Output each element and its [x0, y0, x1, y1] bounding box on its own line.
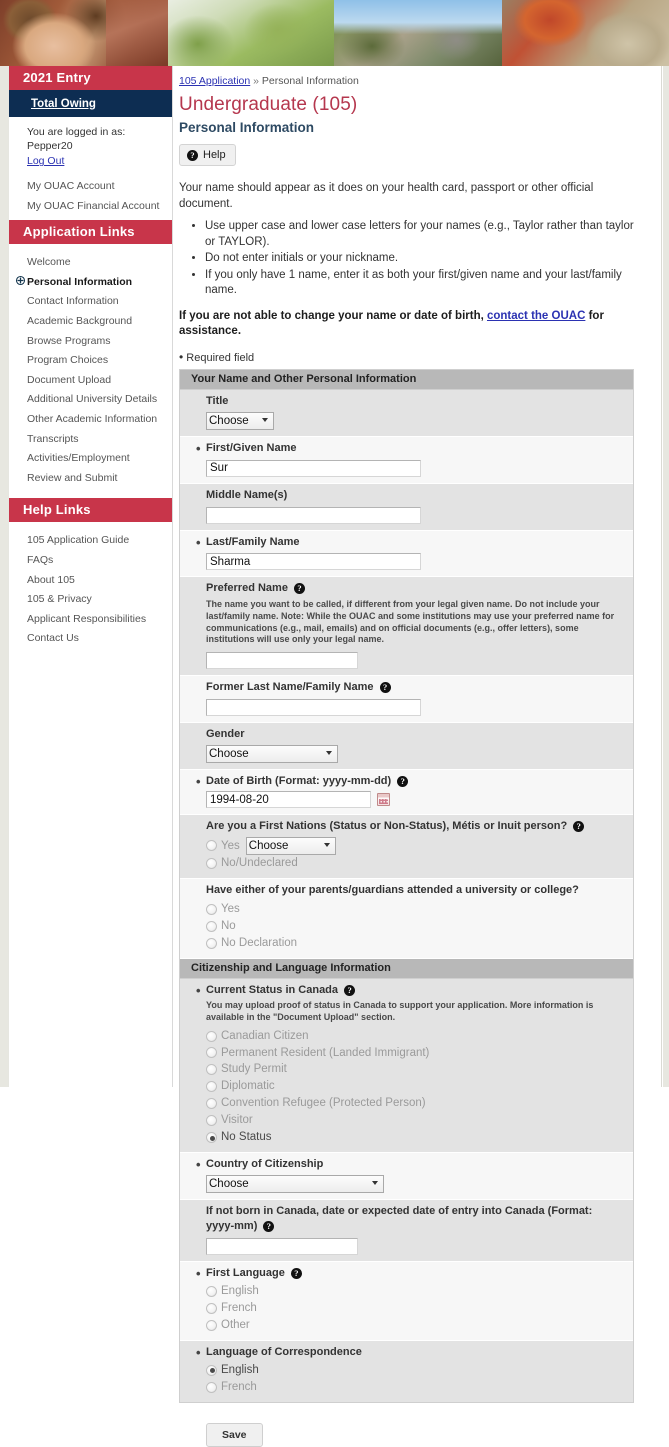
login-status-block [9, 117, 172, 171]
list-item: • Use upper case and lower case letters for your names (e.g., Taylor rather than taylor or TAYLOR). [205, 219, 639, 250]
field-row-first-language [180, 1262, 633, 1341]
dob-input-group [206, 791, 623, 808]
country-label-text: Country of Citizenship [206, 1158, 324, 1171]
status-option-label: Permanent Resident (Landed Immigrant) [221, 1046, 430, 1059]
preferred-name-input[interactable] [206, 652, 358, 669]
parents-option-no-declaration[interactable] [206, 935, 623, 952]
entry-date-label [206, 1204, 623, 1233]
entry-date-label-text: If not born in Canada, date or expected date of entry into Canada (Format: yyyy-mm) [206, 1205, 593, 1232]
status-option-canadian-citizen[interactable] [206, 1028, 623, 1045]
radio-icon[interactable] [206, 1098, 217, 1109]
required-asterisk-icon: • [196, 1344, 201, 1360]
status-option-study-permit[interactable] [206, 1061, 623, 1078]
indigenous-yes-option[interactable] [206, 838, 240, 855]
radio-icon[interactable] [206, 1320, 217, 1331]
indigenous-group-select[interactable] [246, 837, 336, 855]
banner-photo-campus-building [334, 0, 502, 66]
country-of-citizenship-select[interactable] [206, 1175, 384, 1193]
field-row-current-status [180, 979, 633, 1154]
breadcrumb-root-link[interactable]: 105 Application [179, 75, 251, 87]
gender-select[interactable] [206, 745, 338, 763]
field-row-middle-name [180, 484, 633, 531]
radio-icon[interactable] [206, 904, 217, 915]
dob-label-text: Date of Birth (Format: yyyy-mm-dd) [206, 774, 392, 787]
sidebar-item-contact-us[interactable]: Contact Us [27, 632, 79, 645]
radio-icon[interactable] [206, 1286, 217, 1297]
indigenous-yes-label: Yes [221, 839, 240, 852]
status-option-permanent-resident[interactable] [206, 1045, 623, 1062]
title-label: Title [206, 394, 229, 407]
radio-icon[interactable] [206, 938, 217, 949]
radio-icon[interactable] [206, 840, 217, 851]
first-name-label-text: First/Given Name [206, 442, 297, 455]
first-language-option-label: Other [221, 1318, 250, 1331]
question-mark-icon[interactable]: ? [380, 682, 391, 693]
radio-icon[interactable] [206, 858, 217, 869]
radio-icon[interactable] [206, 1115, 217, 1126]
required-asterisk-icon: • [196, 441, 201, 457]
required-asterisk-icon: • [196, 773, 201, 789]
last-name-label-text: Last/Family Name [206, 535, 300, 548]
correspondence-option-french[interactable] [206, 1379, 623, 1396]
date-of-birth-input[interactable] [206, 791, 371, 808]
radio-icon[interactable] [206, 1031, 217, 1042]
field-row-parents-education [180, 879, 633, 958]
field-row-former-last-name [180, 676, 633, 723]
indigenous-yes-row [206, 836, 623, 855]
logout-link[interactable]: Log Out [27, 155, 65, 168]
question-mark-icon: ? [187, 150, 198, 161]
question-mark-icon[interactable]: ? [263, 1221, 274, 1232]
contact-ouac-note [179, 309, 639, 340]
sidebar-item-applicant-responsibilities[interactable]: Applicant Responsibilities [27, 612, 147, 625]
page-right-margin [663, 66, 669, 1087]
indigenous-label [206, 819, 623, 833]
first-name-input[interactable] [206, 460, 421, 477]
sidebar-item-additional-university-details[interactable]: Additional University Details [27, 393, 158, 406]
sidebar-item-contact-information[interactable]: Contact Information [27, 295, 119, 308]
first-name-label [196, 441, 623, 457]
sidebar-item-program-choices[interactable]: Program Choices [27, 354, 109, 367]
radio-icon[interactable] [206, 1382, 217, 1393]
field-row-title [180, 390, 633, 437]
sidebar-item-welcome[interactable]: Welcome [27, 256, 71, 269]
status-option-convention-refugee[interactable] [206, 1095, 623, 1112]
sidebar-item-browse-programs[interactable]: Browse Programs [27, 334, 111, 347]
main-content [174, 66, 662, 1441]
list-item: • Do not enter initials or your nickname. [205, 251, 639, 267]
middle-name-label: Middle Name(s) [206, 488, 288, 501]
status-option-label: Study Permit [221, 1063, 287, 1076]
status-option-no-status[interactable] [206, 1129, 623, 1146]
correspondence-label [196, 1344, 623, 1360]
breadcrumb [179, 71, 639, 88]
question-mark-icon[interactable]: ? [344, 985, 355, 996]
personal-information-form [179, 369, 634, 1403]
contact-note-suffix: for assistance. [179, 309, 604, 338]
first-language-option-french[interactable] [206, 1300, 623, 1317]
radio-icon[interactable] [206, 1081, 217, 1092]
country-select-wrap [206, 1174, 384, 1193]
status-option-visitor[interactable] [206, 1112, 623, 1129]
name-rules-list [179, 219, 639, 299]
sidebar-entry-header: 2021 Entry [9, 66, 172, 90]
banner-photo-trees [168, 0, 334, 66]
first-language-option-label: English [221, 1284, 259, 1297]
question-mark-icon[interactable]: ? [573, 821, 584, 832]
parents-option-no-label: No [221, 919, 236, 932]
parents-option-no-declaration-label: No Declaration [221, 936, 298, 949]
field-row-entry-date [180, 1200, 633, 1261]
page-left-margin [0, 66, 8, 1087]
banner-photo-university-sign [502, 0, 669, 66]
status-option-label: Convention Refugee (Protected Person) [221, 1097, 426, 1110]
help-links-list [9, 522, 172, 659]
field-row-gender [180, 723, 633, 770]
contact-the-ouac-link[interactable]: contact the OUAC [486, 309, 586, 322]
title-select-wrap [206, 411, 274, 430]
status-label [196, 982, 623, 998]
sidebar-item-personal-information[interactable] [9, 272, 172, 292]
field-row-country-of-citizenship [180, 1153, 633, 1200]
status-label-text: Current Status in Canada [206, 983, 339, 996]
sidebar-item-my-ouac-financial-account[interactable]: My OUAC Financial Account [27, 199, 160, 212]
list-item: • If you only have 1 name, enter it as both your first/given name and your last/family name. [205, 268, 639, 299]
sidebar-item-other-academic-information[interactable]: Other Academic Information [27, 412, 158, 425]
sidebar-item-document-upload[interactable]: Document Upload [27, 373, 112, 386]
sidebar-item-my-ouac-account[interactable]: My OUAC Account [27, 180, 115, 193]
correspondence-option-english[interactable] [206, 1362, 623, 1379]
first-language-label [196, 1265, 623, 1281]
banner-photo-student [0, 0, 168, 66]
status-option-label: No Status [221, 1131, 272, 1144]
question-mark-icon[interactable]: ? [397, 776, 408, 787]
field-row-indigenous-identity [180, 815, 633, 879]
indigenous-label-text: Are you a First Nations (Status or Non-Status), Métis or Inuit person? [206, 820, 568, 833]
parents-label: Have either of your parents/guardians attended a university or college? [206, 884, 579, 897]
contact-note-prefix: If you are not able to change your name or date of birth, [179, 309, 487, 322]
calendar-icon[interactable] [377, 793, 390, 806]
first-language-label-text: First Language [206, 1266, 285, 1279]
gender-select-wrap [206, 744, 338, 763]
middle-name-input[interactable] [206, 507, 421, 524]
required-asterisk-icon: • [196, 1157, 201, 1173]
indigenous-no-label: No/Undeclared [221, 857, 298, 870]
sidebar-item-transcripts[interactable]: Transcripts [27, 432, 79, 445]
sidebar-application-links-header: Application Links [9, 220, 172, 244]
parents-option-yes[interactable] [206, 901, 623, 918]
required-field-legend-label: Required field [186, 351, 255, 364]
status-option-label: Diplomatic [221, 1080, 275, 1093]
nav-current-icon [16, 276, 25, 285]
first-language-option-english[interactable] [206, 1283, 623, 1300]
logged-in-prefix: You are logged in as: [27, 126, 126, 138]
sidebar-help-links-header: Help Links [9, 498, 172, 522]
correspondence-label-text: Language of Correspondence [206, 1345, 362, 1358]
parents-option-no[interactable] [206, 918, 623, 935]
former-last-name-label [206, 680, 623, 694]
radio-icon[interactable] [206, 1303, 217, 1314]
required-asterisk-icon: • [196, 982, 201, 998]
sidebar-total-owing[interactable] [9, 90, 172, 117]
first-language-option-label: French [221, 1301, 257, 1314]
field-row-last-name [180, 531, 633, 578]
indigenous-select-wrap [246, 836, 336, 855]
gender-label: Gender [206, 727, 245, 740]
question-mark-icon[interactable]: ? [291, 1268, 302, 1279]
section-header-citizenship: Citizenship and Language Information [180, 959, 633, 979]
correspondence-option-label: English [221, 1363, 259, 1376]
field-row-date-of-birth [180, 770, 633, 815]
breadcrumb-separator: » [253, 75, 259, 87]
radio-icon[interactable] [206, 1064, 217, 1075]
preferred-name-label-text: Preferred Name [206, 582, 288, 595]
correspondence-option-label: French [221, 1380, 257, 1393]
dob-label [196, 773, 623, 789]
sidebar-item-105-and-privacy[interactable]: 105 & Privacy [27, 593, 92, 606]
status-hint: You may upload proof of status in Canada to support your application. More information is available in the "Document Upload" section. [206, 999, 594, 1022]
former-last-name-label-text: Former Last Name/Family Name [206, 680, 374, 693]
radio-icon[interactable] [206, 1047, 217, 1058]
sidebar-item-activities-employment[interactable]: Activities/Employment [27, 452, 130, 465]
required-asterisk-icon: • [196, 534, 201, 550]
indigenous-no-option[interactable] [206, 855, 623, 872]
sidebar-item-personal-information-label: Personal Information [27, 275, 133, 288]
field-row-first-name [180, 437, 633, 484]
country-label [196, 1157, 623, 1173]
help-button[interactable] [179, 144, 236, 166]
preferred-name-label [206, 581, 623, 595]
field-row-preferred-name [180, 577, 633, 675]
sidebar-item-about-105[interactable]: About 105 [27, 573, 75, 586]
required-asterisk-icon: • [179, 349, 184, 364]
sidebar [8, 66, 173, 1087]
page-title: Undergraduate (105) [179, 94, 358, 115]
intro-text: Your name should appear as it does on your health card, passport or other official document. [179, 182, 594, 211]
question-mark-icon[interactable]: ? [294, 583, 305, 594]
radio-icon[interactable] [206, 921, 217, 932]
sidebar-item-105-application-guide[interactable]: 105 Application Guide [27, 534, 130, 547]
entry-date-input[interactable] [206, 1238, 358, 1255]
last-name-input[interactable] [206, 553, 421, 570]
save-button[interactable]: Save [206, 1423, 263, 1447]
breadcrumb-current: Personal Information [261, 75, 359, 87]
required-field-legend [179, 350, 639, 364]
title-select[interactable] [206, 412, 274, 430]
former-last-name-input[interactable] [206, 699, 421, 716]
total-owing-link[interactable]: Total Owing [31, 98, 96, 110]
radio-icon[interactable] [206, 1365, 217, 1376]
radio-icon[interactable] [206, 1132, 217, 1143]
required-asterisk-icon: • [196, 1265, 201, 1281]
page-subtitle: Personal Information [179, 120, 315, 135]
status-option-label: Visitor [221, 1114, 253, 1127]
field-row-language-of-correspondence [180, 1341, 633, 1403]
last-name-label [196, 534, 623, 550]
status-option-label: Canadian Citizen [221, 1029, 309, 1042]
account-links-list [9, 171, 172, 220]
logged-in-username: Pepper20 [27, 140, 73, 153]
status-option-diplomatic[interactable] [206, 1078, 623, 1095]
parents-option-yes-label: Yes [221, 902, 240, 915]
section-header-name: Your Name and Other Personal Information [180, 370, 633, 390]
help-button-label: Help [203, 149, 226, 161]
sidebar-item-faqs[interactable]: FAQs [27, 553, 54, 566]
first-language-option-other[interactable] [206, 1317, 623, 1334]
preferred-name-hint: The name you want to be called, if different from your legal given name. Do not include your last/family name. Note: While the OUAC and some institutions may use your preferred name for communications (e.g., mail, emails) and on official documents (e.g., offer letters), some institutions will use only your legal name. [206, 598, 615, 645]
sidebar-item-review-and-submit[interactable]: Review and Submit [27, 471, 118, 484]
sidebar-item-academic-background[interactable]: Academic Background [27, 314, 133, 327]
site-banner-image [0, 0, 669, 66]
application-links-list [9, 244, 172, 498]
